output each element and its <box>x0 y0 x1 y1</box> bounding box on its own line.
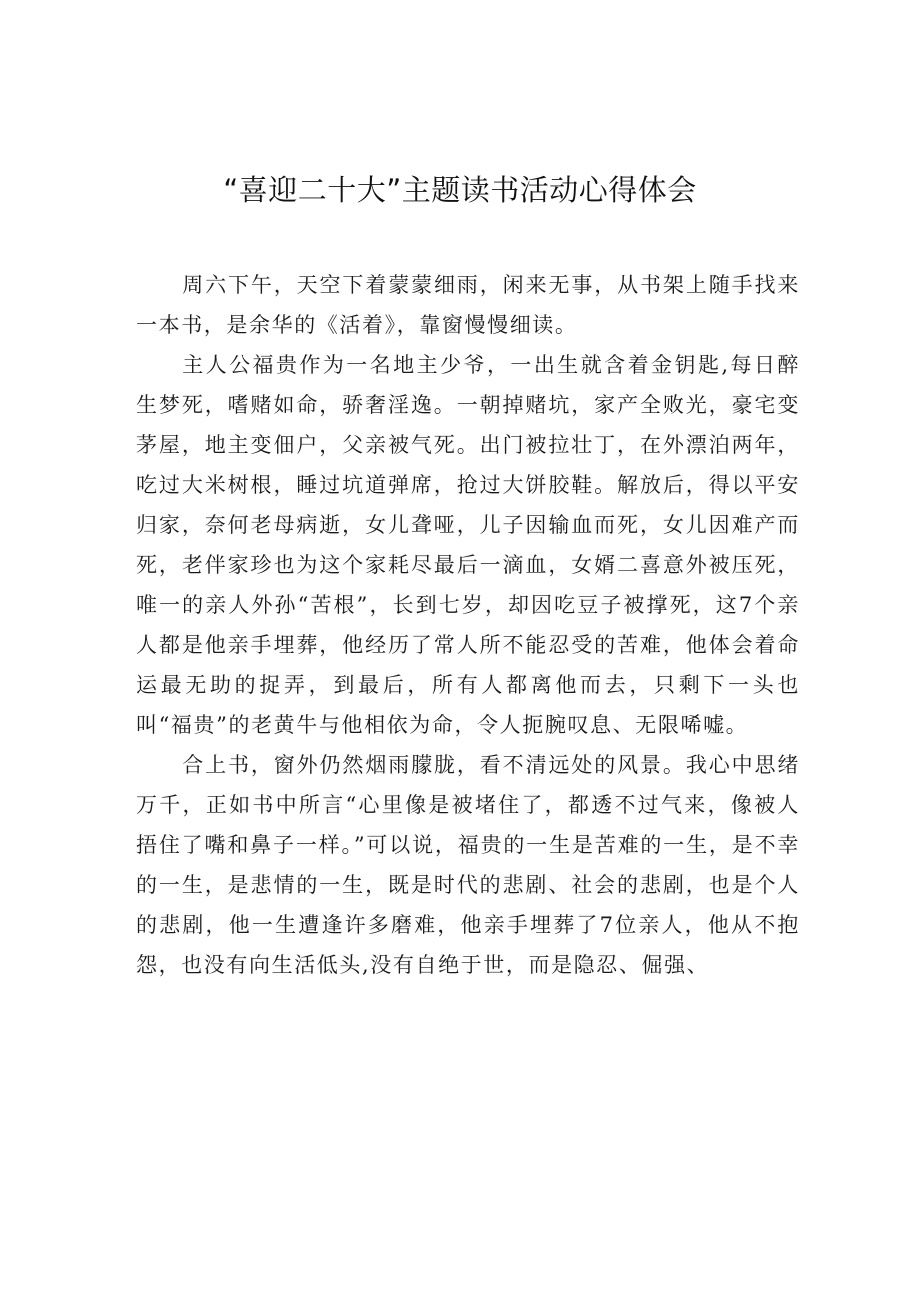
document-title: “喜迎二十大”主题读书活动心得体会 <box>223 173 697 207</box>
paragraph-intro: 周六下午，天空下着蒙蒙细雨，闲来无事，从书架上随手找来一本书，是余华的《活着》，靠窗慢慢细读。 <box>136 273 800 337</box>
paragraph-reflection: 合上书，窗外仍然烟雨朦胧，看不清远处的风景。我心中思绪万千，正如书中所言“心里像是被堵住了，都透不过气来，像被人捂住了嘴和鼻子一样。”可以说，福贵的一生是苦难的一生，是不幸的一生，是悲情的一生，既是时代的悲剧、社会的悲剧，也是个人的悲剧，他一生遭逢许多磨难，他亲手埋葬了7位亲人，他从不抱怨，也没有向生活低头,没有自绝于世，而是隐忍、倔强、 <box>136 753 800 977</box>
document-body <box>136 265 800 985</box>
paragraph-plot-summary: 主人公福贵作为一名地主少爷，一出生就含着金钥匙,每日醉生梦死，嗜赌如命，骄奢淫逸。一朝掉赌坑，家产全败光，豪宅变茅屋，地主变佃户，父亲被气死。出门被拉壮丁，在外漂泊两年，吃过大米树根，睡过坑道弹席，抢过大饼胶鞋。解放后，得以平安归家，奈何老母病逝，女儿聋哑，儿子因输血而死，女儿因难产而死，老伴家珍也为这个家耗尽最后一滴血，女婿二喜意外被压死，唯一的亲人外孙“苦根”，长到七岁，却因吃豆子被撑死，这7个亲人都是他亲手埋葬，他经历了常人所不能忍受的苦难，他体会着命运最无助的捉弄，到最后，所有人都离他而去，只剩下一头也叫“福贵”的老黄牛与他相依为命，令人扼腕叹息、无限唏嘘。 <box>136 353 800 737</box>
